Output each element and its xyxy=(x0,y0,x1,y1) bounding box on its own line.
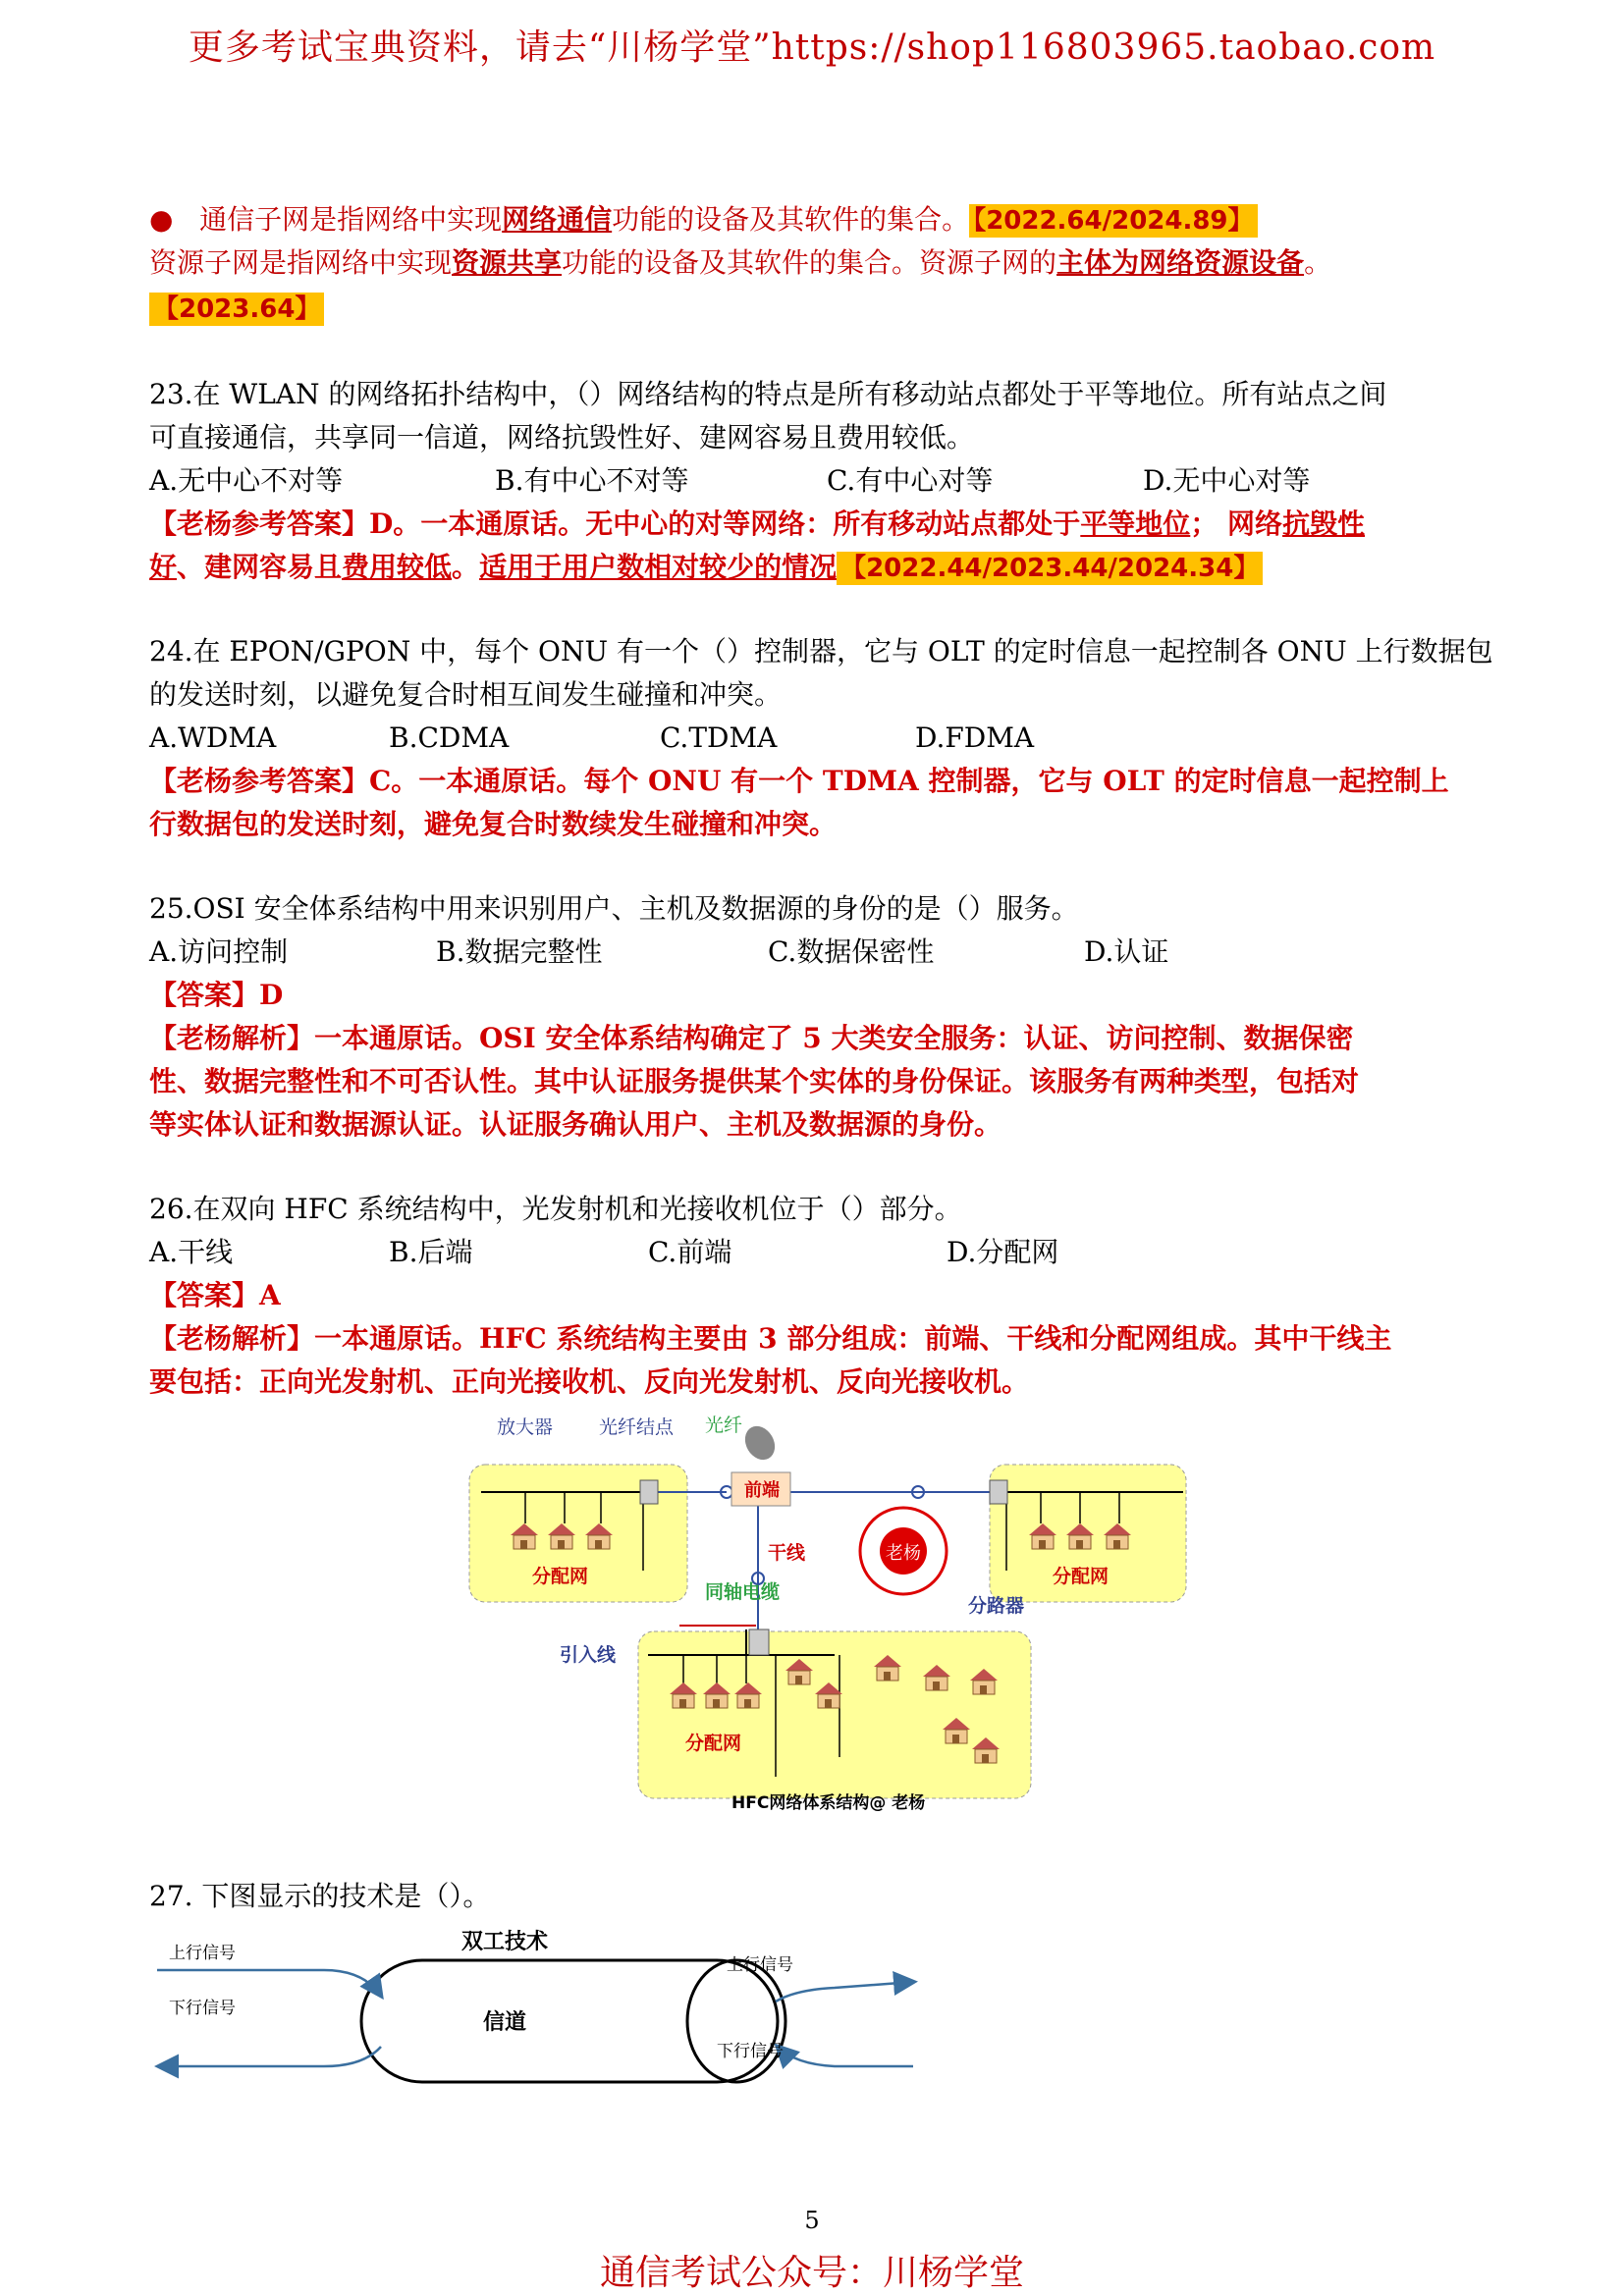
label-dist-left: 分配网 xyxy=(532,1566,589,1587)
text: 资源子网是指网络中实现 xyxy=(149,246,453,279)
page-number: 5 xyxy=(804,2207,820,2234)
diagram-caption: HFC网络体系结构@ 老杨 xyxy=(731,1793,926,1813)
emphasis: 好 xyxy=(149,551,178,583)
label-splitter: 分路器 xyxy=(968,1595,1025,1617)
emphasis: 平等地位 xyxy=(1080,507,1191,540)
q26-exp-2: 要包括：正向光发射机、正向光接收机、反向光发射机、反向光接收机。 xyxy=(149,1365,1030,1398)
option-d: D.认证 xyxy=(1084,935,1169,968)
q24-answer-1: 【老杨参考答案】C。一本通原话。每个 ONU 有一个 TDMA 控制器，它与 OLT 的定时信息一起控制上 xyxy=(149,765,1449,797)
label-trunk: 干线 xyxy=(768,1542,806,1564)
emphasis: 资源共享 xyxy=(452,246,563,279)
option-a: A.干线 xyxy=(149,1236,234,1268)
q25-key: 【答案】D xyxy=(149,979,284,1011)
q25-stem: 25.OSI 安全体系结构中用来识别用户、主机及数据源的身份的是（）服务。 xyxy=(149,892,1079,925)
dist-area-bottom xyxy=(638,1631,1031,1798)
option-b: B.后端 xyxy=(389,1236,473,1268)
hfc-diagram xyxy=(452,1404,1208,1826)
label-dropline: 引入线 xyxy=(560,1644,617,1666)
text: 【老杨参考答案】D。一本通原话。无中心的对等网络：所有移动站点都处于 xyxy=(149,507,1081,540)
duplex-title: 双工技术 xyxy=(461,1930,549,1954)
q24-stem-1: 24.在 EPON/GPON 中，每个 ONU 有一个（）控制器，它与 OLT 的定时信息一起控制各 ONU 上行数据包 xyxy=(149,635,1493,667)
bullet-line-2 xyxy=(149,241,1485,285)
up-signal-right: 上行信号 xyxy=(727,1955,793,1975)
q26-key: 【答案】A xyxy=(149,1279,281,1311)
option-a: A.无中心不对等 xyxy=(149,464,344,497)
q23-answer-1 xyxy=(149,503,1485,546)
option-b: B.有中心不对等 xyxy=(495,464,689,497)
text: 。 xyxy=(1304,246,1332,279)
option-a: A.WDMA xyxy=(149,721,277,754)
option-d: D.分配网 xyxy=(947,1236,1059,1268)
text: 、建网容易且 xyxy=(177,551,343,583)
down-signal-right: 下行信号 xyxy=(717,2042,784,2061)
q27-stem: 27. 下图显示的技术是（）。 xyxy=(149,1880,491,1912)
emphasis: 费用较低 xyxy=(342,551,453,583)
q26-stem: 26.在双向 HFC 系统结构中，光发射机和光接收机位于（）部分。 xyxy=(149,1193,962,1225)
stamp-label: 老杨 xyxy=(886,1543,921,1564)
page-footer: 通信考试公众号：川杨学堂 xyxy=(599,2253,1024,2293)
year-tag: 【2022.64/2024.89】 xyxy=(969,204,1257,238)
emphasis: 网络通信 xyxy=(502,203,613,236)
duplex-diagram xyxy=(147,1919,933,2086)
q26-exp-1: 【老杨解析】一本通原话。HFC 系统结构主要由 3 部分组成：前端、干线和分配网组成。其中干线主 xyxy=(149,1322,1392,1355)
label-coax: 同轴电缆 xyxy=(705,1581,781,1603)
text: 通信子网是指网络中实现 xyxy=(199,203,503,236)
q23-stem-2: 可直接通信，共享同一信道，网络抗毁性好、建网容易且费用较低。 xyxy=(149,421,975,454)
channel-label: 信道 xyxy=(483,2010,527,2035)
q25-exp-3: 等实体认证和数据源认证。认证服务确认用户、主机及数据源的身份。 xyxy=(149,1108,1002,1141)
label-fiber-node: 光纤结点 xyxy=(599,1416,675,1438)
label-amp: 放大器 xyxy=(497,1416,554,1438)
label-headend: 前端 xyxy=(744,1480,780,1501)
q23-stem-1: 23.在 WLAN 的网络拓扑结构中，（）网络结构的特点是所有移动站点都处于平等地位。所有站点之间 xyxy=(149,378,1387,410)
q24-answer-2: 行数据包的发送时刻，避免复合时数续发生碰撞和冲突。 xyxy=(149,808,838,840)
q25-exp-1: 【老杨解析】一本通原话。OSI 安全体系结构确定了 5 大类安全服务：认证、访问控制、数据保密 xyxy=(149,1022,1354,1054)
year-tag: 【2022.44/2023.44/2024.34】 xyxy=(837,552,1263,585)
bullet-line-3 xyxy=(149,287,1485,331)
emphasis: 抗毁性 xyxy=(1282,507,1366,540)
text: 功能的设备及其软件的集合。 xyxy=(612,203,970,236)
q23-answer-2 xyxy=(149,546,1485,590)
option-c: C.前端 xyxy=(648,1236,732,1268)
option-b: B.数据完整性 xyxy=(436,935,603,968)
option-d: D.FDMA xyxy=(915,721,1035,754)
channel-shape xyxy=(361,1960,778,2082)
up-signal-left: 上行信号 xyxy=(169,1944,236,1963)
text: 功能的设备及其软件的集合。资源子网的 xyxy=(562,246,1057,279)
text: 。 xyxy=(452,551,480,583)
option-a: A.访问控制 xyxy=(149,935,289,968)
emphasis: 适用于用户数相对较少的情况 xyxy=(479,551,838,583)
bullet-line-1 xyxy=(149,198,1485,242)
emphasis: 主体为网络资源设备 xyxy=(1056,246,1305,279)
q25-exp-2: 性、数据完整性和不可否认性。其中认证服务提供某个实体的身份保证。该服务有两种类型，包括对 xyxy=(149,1065,1360,1097)
year-tag: 【2023.64】 xyxy=(149,293,324,326)
label-dist-bottom: 分配网 xyxy=(685,1733,742,1754)
option-c: C.数据保密性 xyxy=(768,935,935,968)
label-fiber: 光纤 xyxy=(705,1415,743,1436)
bullet-dot: ● xyxy=(149,203,174,236)
option-c: C.有中心对等 xyxy=(827,464,994,497)
label-dist-right: 分配网 xyxy=(1053,1566,1110,1587)
option-c: C.TDMA xyxy=(660,721,778,754)
down-signal-left: 下行信号 xyxy=(169,1999,236,2018)
text: ； 网络 xyxy=(1190,507,1283,540)
q24-stem-2: 的发送时刻，以避免复合时相互间发生碰撞和冲突。 xyxy=(149,678,783,711)
option-b: B.CDMA xyxy=(389,721,510,754)
page-header: 更多考试宝典资料，请去“川杨学堂”https://shop116803965.taobao.com xyxy=(188,27,1436,68)
option-d: D.无中心对等 xyxy=(1143,464,1311,497)
